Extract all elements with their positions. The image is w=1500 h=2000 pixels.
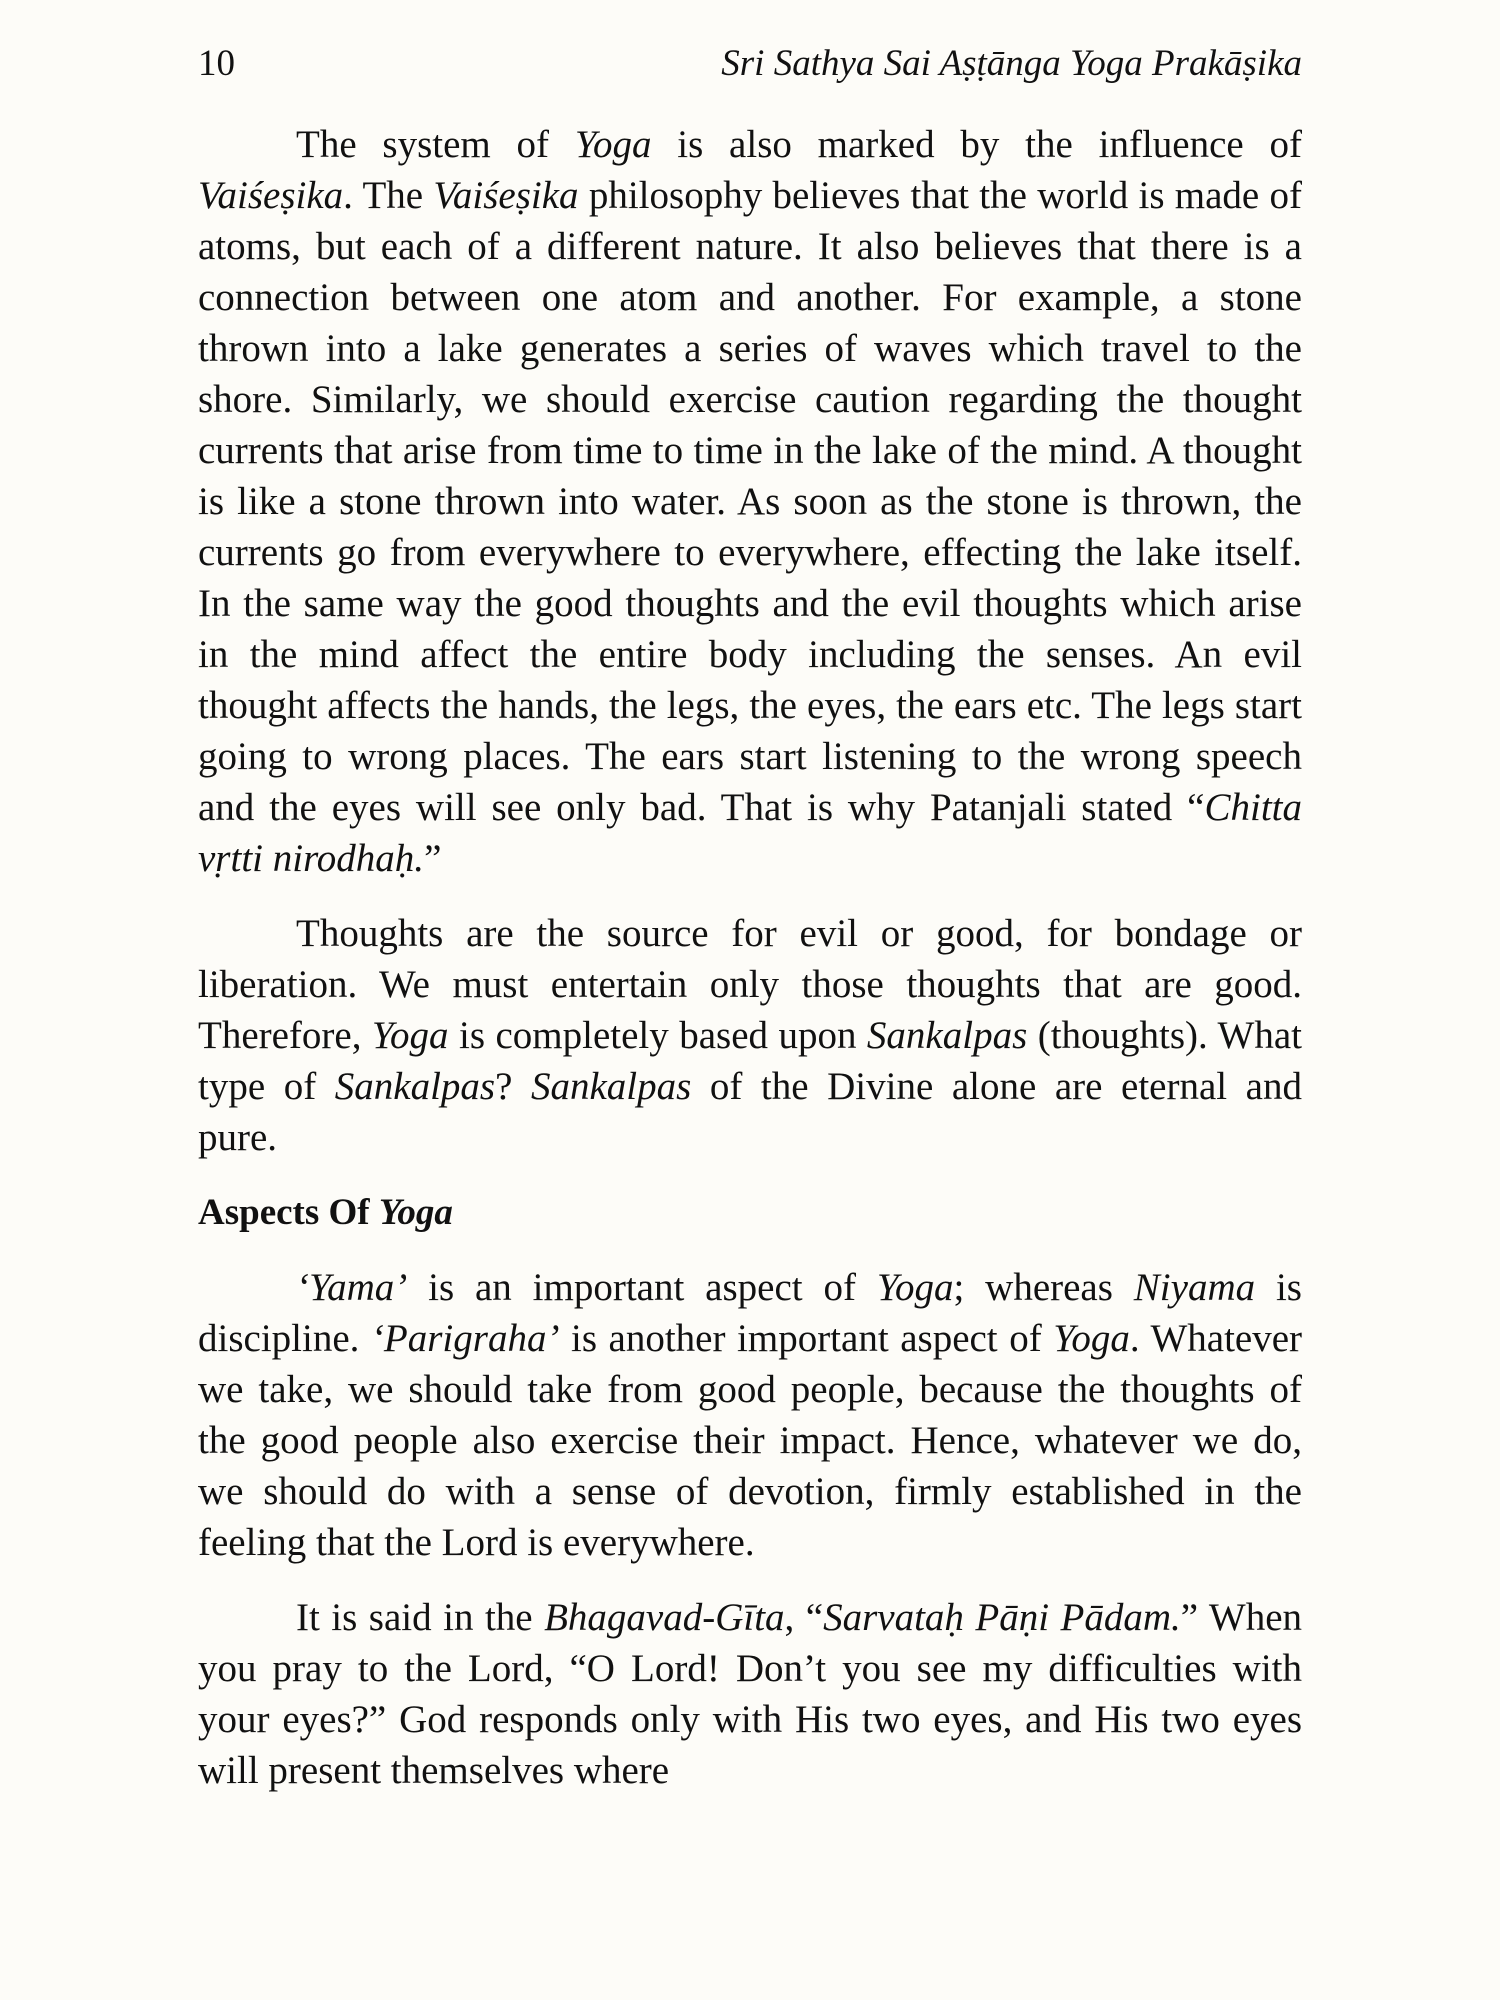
paragraph-yama bbox=[198, 1262, 1302, 1568]
section-heading bbox=[198, 1187, 1302, 1238]
paragraph-thoughts bbox=[198, 908, 1302, 1163]
text-segment: is discipline. bbox=[198, 1266, 1302, 1360]
italic-term: Vaiśeṣika bbox=[433, 174, 579, 217]
italic-term: Sankalpas bbox=[530, 1065, 692, 1108]
page-number: 10 bbox=[198, 43, 235, 84]
text-segment: Thoughts are the source for evil or good, for bondage or liberation. We must entertain only those thoughts that are good. Therefore, bbox=[198, 912, 1302, 1057]
italic-term: Sankalpas bbox=[334, 1065, 496, 1108]
section-heading-text: Aspects Of bbox=[198, 1192, 379, 1233]
body-text bbox=[198, 119, 1302, 1796]
italic-term: Yoga bbox=[1053, 1317, 1130, 1360]
paragraph-vaisesika bbox=[198, 119, 1302, 884]
text-segment: ; whereas bbox=[953, 1266, 1134, 1309]
text-segment: is another important aspect of bbox=[559, 1317, 1054, 1360]
italic-term: Yoga bbox=[574, 123, 652, 166]
text-segment: It is said in the bbox=[296, 1596, 545, 1639]
italic-quote: Chitta vṛtti nirodhaḥ. bbox=[198, 786, 1302, 880]
text-segment: ” bbox=[424, 837, 442, 880]
text-segment: The system of bbox=[296, 123, 575, 166]
section-heading-italic: Yoga bbox=[378, 1192, 453, 1233]
text-segment: is also marked by the influence of bbox=[651, 123, 1302, 166]
italic-term: Niyama bbox=[1133, 1266, 1256, 1309]
book-title: Sri Sathya Sai Aṣṭānga Yoga Prakāṣika bbox=[721, 43, 1302, 84]
italic-term: Vaiśeṣika bbox=[198, 174, 344, 217]
italic-term: Bhagavad-Gīta bbox=[544, 1596, 785, 1639]
text-segment: ” When you pray to the Lord, “O Lord! Don’t you see my difficulties with your eyes?” God responds only with His two eyes, and His two eyes will present themselves where bbox=[198, 1596, 1303, 1792]
italic-term: Yoga bbox=[876, 1266, 954, 1309]
paragraph-gita bbox=[198, 1592, 1302, 1796]
text-segment: ? bbox=[495, 1065, 531, 1108]
italic-quote: Sarvataḥ Pāṇi Pādam. bbox=[823, 1596, 1181, 1639]
text-segment: , “ bbox=[784, 1596, 824, 1639]
italic-term: Yoga bbox=[371, 1014, 449, 1057]
text-segment: . The bbox=[343, 174, 434, 217]
italic-term: Sankalpas bbox=[866, 1014, 1028, 1057]
text-segment: . Whatever we take, we should take from good people, because the thoughts of the good people also exercise their impact. Hence, whatever we do, we should do with a sense of devotion, firmly established in the feeling that the Lord is everywhere. bbox=[198, 1317, 1303, 1564]
text-segment: is completely based upon bbox=[448, 1014, 867, 1057]
italic-term: ‘Parigraha’ bbox=[370, 1317, 560, 1360]
text-segment: of the Divine alone are eternal and pure. bbox=[198, 1065, 1302, 1159]
running-head bbox=[198, 36, 1302, 92]
italic-term: ‘Yama’ bbox=[296, 1266, 408, 1309]
text-segment: (thoughts). What type of bbox=[198, 1014, 1302, 1108]
text-segment: is an important aspect of bbox=[407, 1266, 877, 1309]
text-segment: philosophy believes that the world is made of atoms, but each of a different nature. It also believes that there is a connection between one atom and another. For example, a stone thrown into a lake generates a series of waves which travel to the shore. Similarly, we should exercise caution regarding the thought currents that arise from time to time in the lake of the mind. A thought is like a stone thrown into water. As soon as the stone is thrown, the currents go from everywhere to everywhere, effecting the lake itself. In the same way the good thoughts and the evil thoughts which arise in the mind affect the entire body including the senses. An evil thought affects the hands, the legs, the eyes, the ears etc. The legs start going to wrong places. The ears start listening to the wrong speech and the eyes will see only bad. That is why Patanjali stated “ bbox=[198, 174, 1302, 829]
